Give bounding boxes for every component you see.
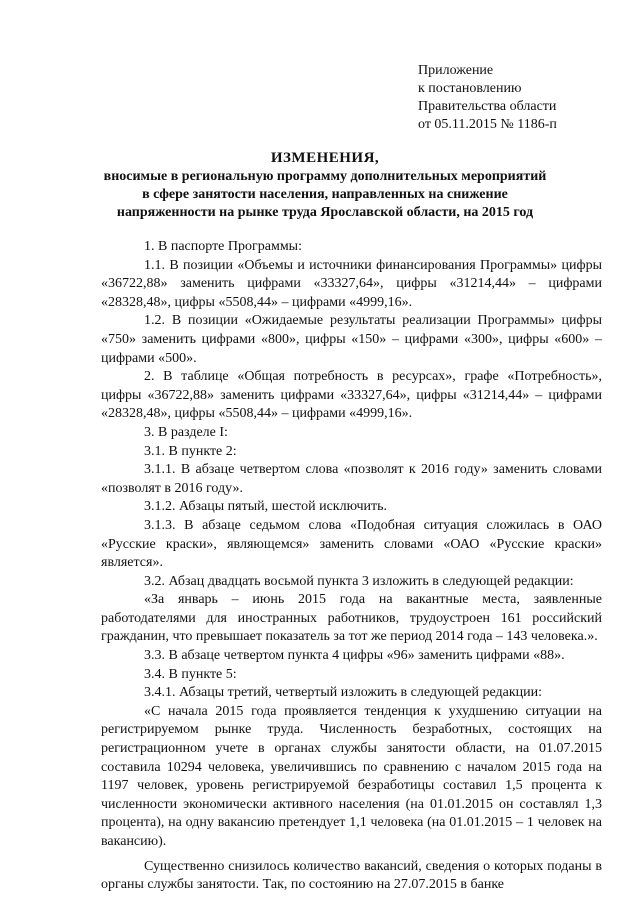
appendix-line: Приложение — [418, 63, 494, 78]
title-subtitle-line: напряженности на рынке труда Ярославской области, на 2015 год — [116, 205, 534, 220]
appendix-line: от 05.11.2015 № 1186-п — [418, 117, 557, 132]
paragraph: 3.4. В пункте 5: — [144, 666, 237, 682]
title-subtitle-line: в сфере занятости населения, направленных на снижение — [142, 187, 508, 202]
paragraph: 1.1. В позиции «Объемы и источники финансирования Программы» цифры «36722,88» заменить цифрами «33327,64», цифры «31214,44» – цифрами «28328,48», цифры «5508,44» – цифрами «4999,16». — [101, 257, 602, 310]
paragraph: Существенно снизилось количество вакансий, сведения о которых поданы в органы службы занятости. Так, по состоянию на 27.07.2015 в банке — [101, 858, 602, 893]
appendix-line: к постановлению — [418, 81, 522, 96]
document-title — [60, 148, 590, 222]
paragraph: 3.1.3. В абзаце седьмом слова «Подобная ситуация сложилась в ОАО «Русские краски», являющемся» заменить словами «ОАО «Русские краски» является». — [101, 517, 602, 571]
paragraph: 3. В разделе I: — [144, 424, 228, 440]
paragraph: 3.1.2. Абзацы пятый, шестой исключить. — [144, 499, 388, 515]
paragraph: 2. В таблице «Общая потребность в ресурсах», графе «Потребность», цифры «36722,88» заменить цифрами «33327,64», цифры «31214,44» – цифрами «28328,48», цифры «5508,44» – цифрами «4999,16». — [101, 369, 602, 422]
appendix-line: Правительства области — [418, 99, 557, 114]
document-body — [101, 238, 602, 895]
paragraph: 3.1. В пункте 2: — [144, 443, 237, 459]
paragraph: 3.3. В абзаце четвертом пункта 4 цифры «96» заменить цифрами «88». — [144, 648, 565, 664]
paragraph: 3.4.1. Абзацы третий, четвертый изложить в следующей редакции: — [144, 685, 542, 701]
title-subtitle-line: вносимые в региональную программу дополнительных мероприятий — [103, 169, 547, 184]
paragraph: 3.1.1. В абзаце четвертом слова «позволят к 2016 году» заменить словами «позволят в 2016 году». — [101, 462, 602, 496]
title-main: ИЗМЕНЕНИЯ, — [270, 150, 380, 166]
paragraph: 1. В паспорте Программы: — [144, 239, 302, 254]
paragraph: 1.2. В позиции «Ожидаемые результаты реализации Программы» цифры «750» заменить цифрами «800», цифры «150» – цифрами «300», цифры «600» – цифрами «500». — [101, 313, 602, 366]
appendix-block — [418, 62, 557, 134]
paragraph: «За январь – июнь 2015 года на вакантные места, заявленные работодателями для иностранных работников, трудоустроен 161 российский гражданин, что превышает показатель за тот же период 2014 года – 143 человека.». — [101, 592, 602, 645]
paragraph: 3.2. Абзац двадцать восьмой пункта 3 изложить в следующей редакции: — [144, 573, 574, 589]
paragraph: «С начала 2015 года проявляется тенденция к ухудшению ситуации на регистрируемом рынке труда. Численность безработных, состоящих на регистрационном учете в органах службы занятости области, на 01.07.2015 составила 10294 человека, увеличившись по сравнению с началом 2015 года на 1197 человек, уровень регистрируемой безработицы составил 1,5 процента к численности экономически активного населения (на 01.01.2015 он составлял 1,3 процента), на одну вакансию претендует 1,1 человека (на 01.01.2015 – 1 человек на вакансию). — [101, 703, 602, 849]
